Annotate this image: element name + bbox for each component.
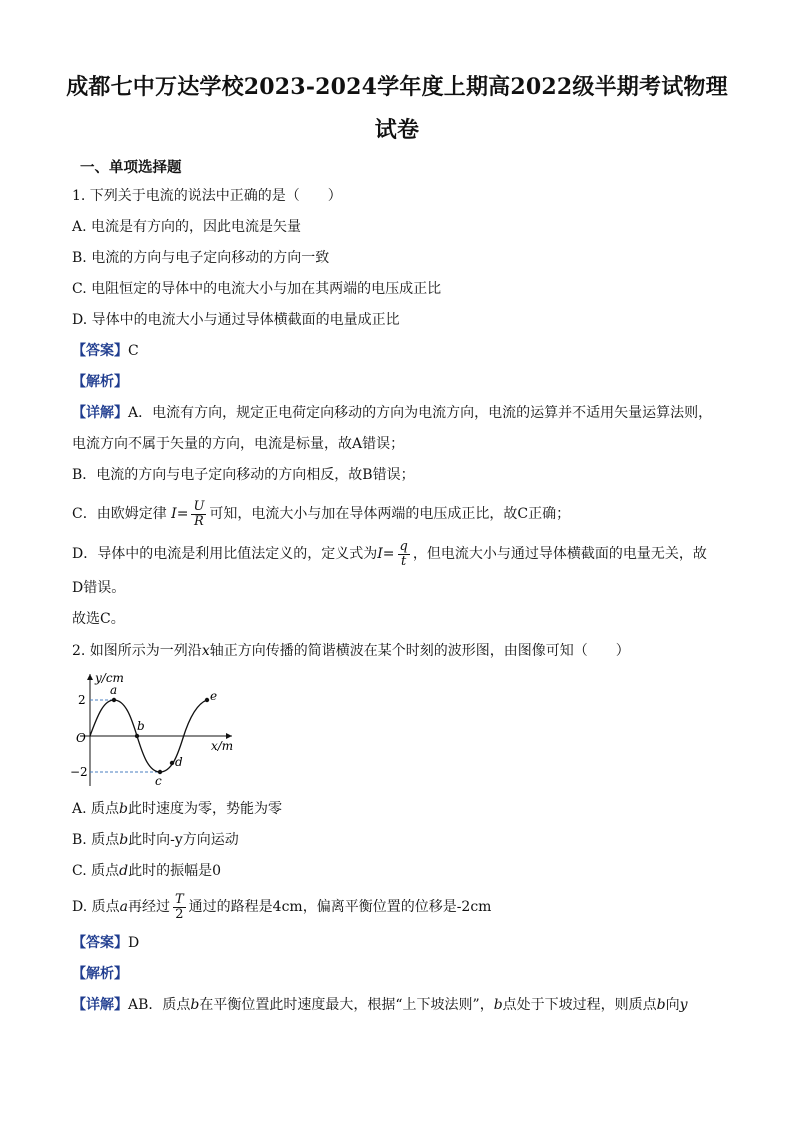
q1-option-c: C. 电阻恒定的导体中的电流大小与加在其两端的电压成正比 [72, 281, 442, 297]
q2-detail-pre: AB．质点 [128, 997, 191, 1013]
x-axis-label: x/m [211, 739, 234, 753]
point-d-dot [170, 761, 174, 765]
frac-den: t [401, 553, 407, 569]
q2-answer-value: D [128, 935, 140, 951]
q1-detail-a2: 电流方向不属于矢量的方向，电流是标量，故A错误； [72, 436, 405, 452]
q2-stem-pre: 2. 如图所示为一列沿 [72, 643, 202, 659]
formula-i: I [171, 506, 177, 522]
q2-analysis-tag: 【解析】 [72, 966, 128, 982]
q2-c-post: 此时的振幅是0 [128, 863, 222, 879]
frac-num: q [399, 538, 408, 554]
q1-detail-b: B．电流的方向与电子定向移动的方向相反，故B错误； [72, 467, 415, 483]
q2-a-pre: A. 质点 [72, 801, 120, 817]
q2-b-var: b [119, 832, 129, 848]
point-b-label: b [137, 719, 145, 733]
q2-stem-var: x [201, 643, 210, 659]
q2-detail-var: b [190, 997, 200, 1013]
formula-q-over-t [398, 540, 410, 569]
q1-detail-d [72, 537, 707, 571]
q2-option-b [72, 830, 239, 850]
q2-answer-row [72, 933, 139, 953]
q2-option-a [72, 799, 282, 819]
q2-option-d [72, 888, 491, 926]
q2-detail-mid2: 点处于下坡过程，则质点 [502, 997, 657, 1013]
q1-answer-value: C [128, 343, 139, 359]
q2-detail-var: b [493, 997, 503, 1013]
q2-detail-mid: 在平衡位置此时速度最大，根据“上下坡法则”， [199, 997, 494, 1013]
q2-a-post: 此时速度为零，势能为零 [127, 801, 282, 817]
q1-detail-d-post: ，但电流大小与通过导体横截面的电量无关，故 [412, 546, 707, 562]
q1-detail-a1-text: A．电流有方向，规定正电荷定向移动的方向为电流方向，电流的运算并不适用矢量运算法则， [128, 405, 713, 421]
frac-den: 2 [175, 906, 184, 922]
q2-stem [72, 641, 630, 661]
point-a-label: a [110, 683, 118, 697]
answer-tag: 【答案】 [72, 343, 128, 359]
answer-tag: 【答案】 [72, 935, 128, 951]
q2-detail-end: 向 [665, 997, 680, 1013]
q2-b-post: 此时向-y方向运动 [128, 832, 239, 848]
q2-b-pre: B. 质点 [72, 832, 120, 848]
q2-d-pre: D. 质点 [72, 899, 120, 915]
q2-c-pre: C. 质点 [72, 863, 120, 879]
section-heading: 一、单项选择题 [80, 159, 182, 176]
formula-eq: = [382, 546, 395, 562]
tick-label-2: 2 [78, 693, 86, 707]
q1-detail-c [72, 497, 570, 531]
frac-num: U [193, 498, 205, 514]
frac-num: T [175, 891, 184, 907]
q1-detail-d2: D错误。 [72, 580, 126, 596]
q1-stem: 1. 下列关于电流的说法中正确的是（ ） [72, 188, 342, 204]
formula-t-over-2 [173, 893, 186, 922]
q1-detail-a1 [72, 403, 712, 423]
point-a-dot [112, 698, 116, 702]
q2-detail-1 [72, 995, 688, 1015]
q2-a-var: b [119, 801, 128, 817]
origin-label: O [76, 731, 86, 745]
q2-detail-y: y [679, 997, 688, 1013]
point-c-label: c [155, 774, 162, 788]
document-title-line1: 成都七中万达学校2023-2024学年度上期高2022级半期考试物理 [66, 74, 728, 100]
q1-conclusion: 故选C。 [72, 611, 125, 627]
q2-option-c [72, 861, 221, 881]
q2-detail-var: b [656, 997, 666, 1013]
formula-u-over-r [191, 500, 206, 529]
point-e-label: e [210, 689, 218, 703]
q1-option-d: D. 导体中的电流大小与通过导体横截面的电量成正比 [72, 312, 400, 328]
y-axis-label: y/cm [95, 671, 124, 685]
q2-stem-post: 轴正方向传播的简谐横波在某个时刻的波形图，由图像可知（ ） [209, 643, 630, 659]
q1-detail-d-pre: D．导体中的电流是利用比值法定义的，定义式为 [72, 546, 378, 562]
q1-answer-row [72, 341, 139, 361]
detail-tag: 【详解】 [72, 405, 128, 421]
point-d-label: d [175, 755, 183, 769]
q1-analysis-tag: 【解析】 [72, 374, 128, 390]
q2-d-post: 通过的路程是4cm，偏离平衡位置的位移是-2cm [188, 899, 492, 915]
point-b-dot [135, 734, 139, 738]
q2-d-mid: 再经过 [128, 899, 170, 915]
point-e-dot [205, 698, 209, 702]
frac-den: R [194, 513, 204, 529]
document-title-line2: 试卷 [374, 117, 420, 143]
tick-label-neg2: −2 [70, 765, 88, 779]
detail-tag: 【详解】 [72, 997, 128, 1013]
q1-option-b: B. 电流的方向与电子定向移动的方向一致 [72, 250, 330, 266]
q1-option-a: A. 电流是有方向的，因此电流是矢量 [72, 219, 302, 235]
q1-detail-c-post: 可知，电流大小与加在导体两端的电压成正比，故C正确； [209, 506, 571, 522]
q2-d-var: a [119, 899, 128, 915]
wave-graph [70, 668, 240, 792]
q2-c-var: d [119, 863, 129, 879]
q1-detail-c-pre: C．由欧姆定律 [72, 506, 167, 522]
formula-i: I [377, 546, 383, 562]
formula-eq: = [176, 506, 189, 522]
